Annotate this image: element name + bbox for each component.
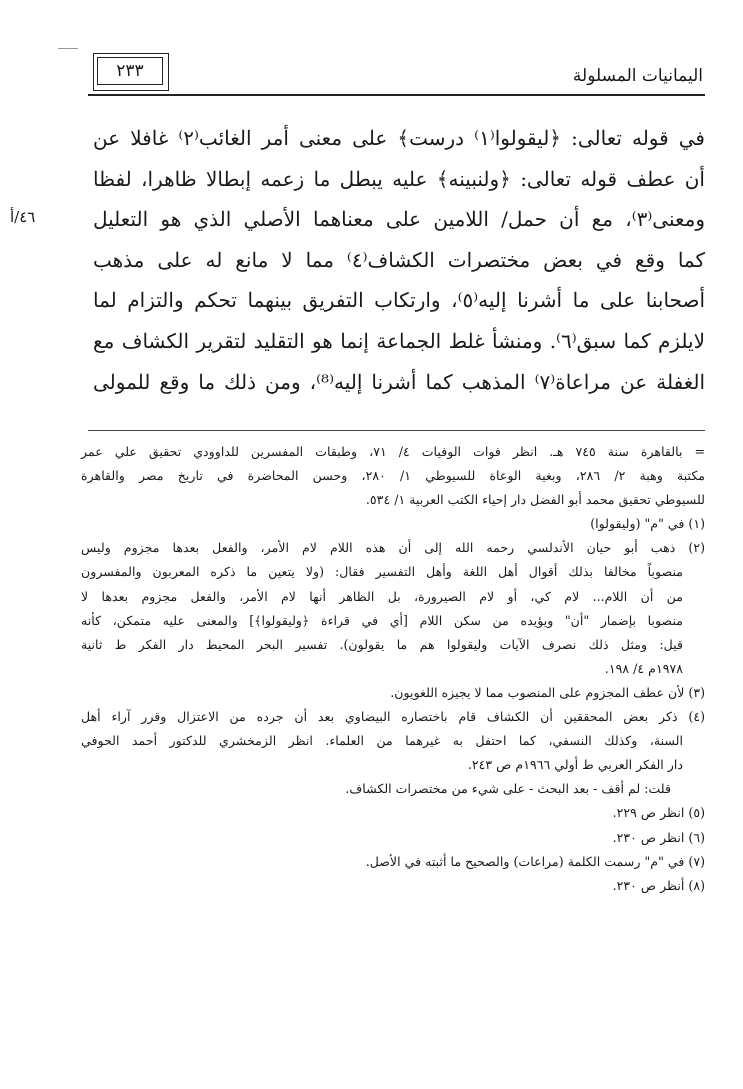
footnote-line: مكتبة وهبة ٢/ ٢٨٦، وبغية الوعاة للسيوطي ١/ ٢٨٠، وحسن المحاضرة في تاريخ مصر والقاهرة xyxy=(81,468,706,484)
text-line: الغفلة عن مراعاة⁽٧⁾ المذهب كما أشرنا إليه⁽⁸⁾، ومن ذلك ما وقع للمولى xyxy=(93,369,706,394)
margin-folio-note: ٤٦/أ xyxy=(10,208,36,226)
page-number: ٢٣٣ xyxy=(97,57,163,85)
footnote-line: (١) في "م" (وليقولوا) xyxy=(590,516,705,532)
text-line: في قوله تعالى: ﴿ليقولوا⁽١⁾ درست﴾ على معنى أمر الغائب⁽٢⁾ غافلا عن xyxy=(93,126,705,150)
footnote-line: (٤) ذكر بعض المحققين أن الكشاف قام باختصاره البيضاوي بعد أن جرده من الاعتزال وقرر آراء أهل xyxy=(81,709,705,725)
main-text xyxy=(93,118,705,402)
running-header-title: اليمانيات المسلولة xyxy=(572,66,703,86)
footnote-line: = بالقاهرة سنة ٧٤٥ هـ. انظر فوات الوفيات ٤/ ٧١، وطبقات المفسرين للداوودي تحقيق علي عمر xyxy=(81,444,706,459)
text-line: أن عطف قوله تعالى: ﴿ولنبينه﴾ عليه يبطل ما زعمه إبطالا ظاهرا، لفظا xyxy=(93,166,705,191)
footnote-line: قلت: لم أقف - بعد البحث - على شيء من مختصرات الكشاف. xyxy=(345,781,671,797)
header-rule xyxy=(88,94,705,96)
footnote-separator xyxy=(88,430,705,431)
footnote-line: السنة، وكذلك النسفي، كما احتفل به غيرهما من العلماء. انظر الزمخشري للدكتور أحمد الحوفي xyxy=(81,733,683,749)
footnote-line: (٣) لأن عطف المجزوم على المنصوب مما لا يجيزه اللغويون. xyxy=(390,684,705,700)
footnote-line: (٨) أنظر ص ٢٣٠. xyxy=(612,877,705,893)
footnote-line: منصوبا بإضمار "أن" ويؤيده من سكن اللام [أي في قراءة ﴿وليقولوا﴾] والمعنى عليه متمكن، كأنه xyxy=(81,612,683,628)
footnote-line: دار الفكر العربي ط أولي ١٩٦٦م ص ٢٤٣. xyxy=(467,757,683,773)
footnote-line: (٦) انظر ص ٢٣٠. xyxy=(612,829,705,845)
text-line: لايلزم كما سبق⁽٦⁾. ومنشأ غلط الجماعة إنما هو التقليد لتقرير الكشاف مع xyxy=(93,328,706,353)
text-line: أصحابنا على ما أشرنا إليه⁽٥⁾، وارتكاب التفريق بينهما تحكم والتزام لما xyxy=(93,288,705,313)
corner-mark xyxy=(58,48,78,49)
footnote-line: قيل: ومثل ذلك نصرف الآيات وليقولوا هم ما يقولون). تفسير البحر المحيط دار الفكر ط ثانية xyxy=(81,636,683,652)
text-line: كما وقع في بعض مختصرات الكشاف⁽٤⁾ مما لا مانع له على مذهب xyxy=(93,247,705,272)
footnote-line: (٥) انظر ص ٢٢٩. xyxy=(612,805,705,821)
text-line: ومعنى⁽٣⁾، مع أن حمل/ اللامين على معناهما الأصلي الذي هو التعليل xyxy=(93,207,705,232)
footnote-line: منصوباً مخالفا بذلك أقوال أهل اللغة وأهل التفسير فقال: (ولا يتعين ما ذكره المعربون والمفسرون xyxy=(81,564,683,580)
footnotes xyxy=(81,440,705,898)
footnote-line: من أن اللام... لام كي، أو لام الصيرورة، بل الظاهر أنها لام الأمر، والفعل مجزوم بعدها لا xyxy=(81,588,683,604)
footnote-line: للسيوطي تحقيق محمد أبو الفضل دار إحياء الكتب العربية ١/ ٥٣٤. xyxy=(365,492,705,508)
footnote-line: ١٩٧٨م ٤/ ١٩٨. xyxy=(604,660,683,676)
footnote-line: (٧) في "م" رسمت الكلمة (مراعات) والصحيح ما أثبته في الأصل. xyxy=(365,853,705,869)
footnote-line: (٢) ذهب أبو حيان الأندلسي رحمه الله إلى أن هذه اللام لام الأمر، والفعل بعدها مجزوم وليس xyxy=(81,540,705,556)
